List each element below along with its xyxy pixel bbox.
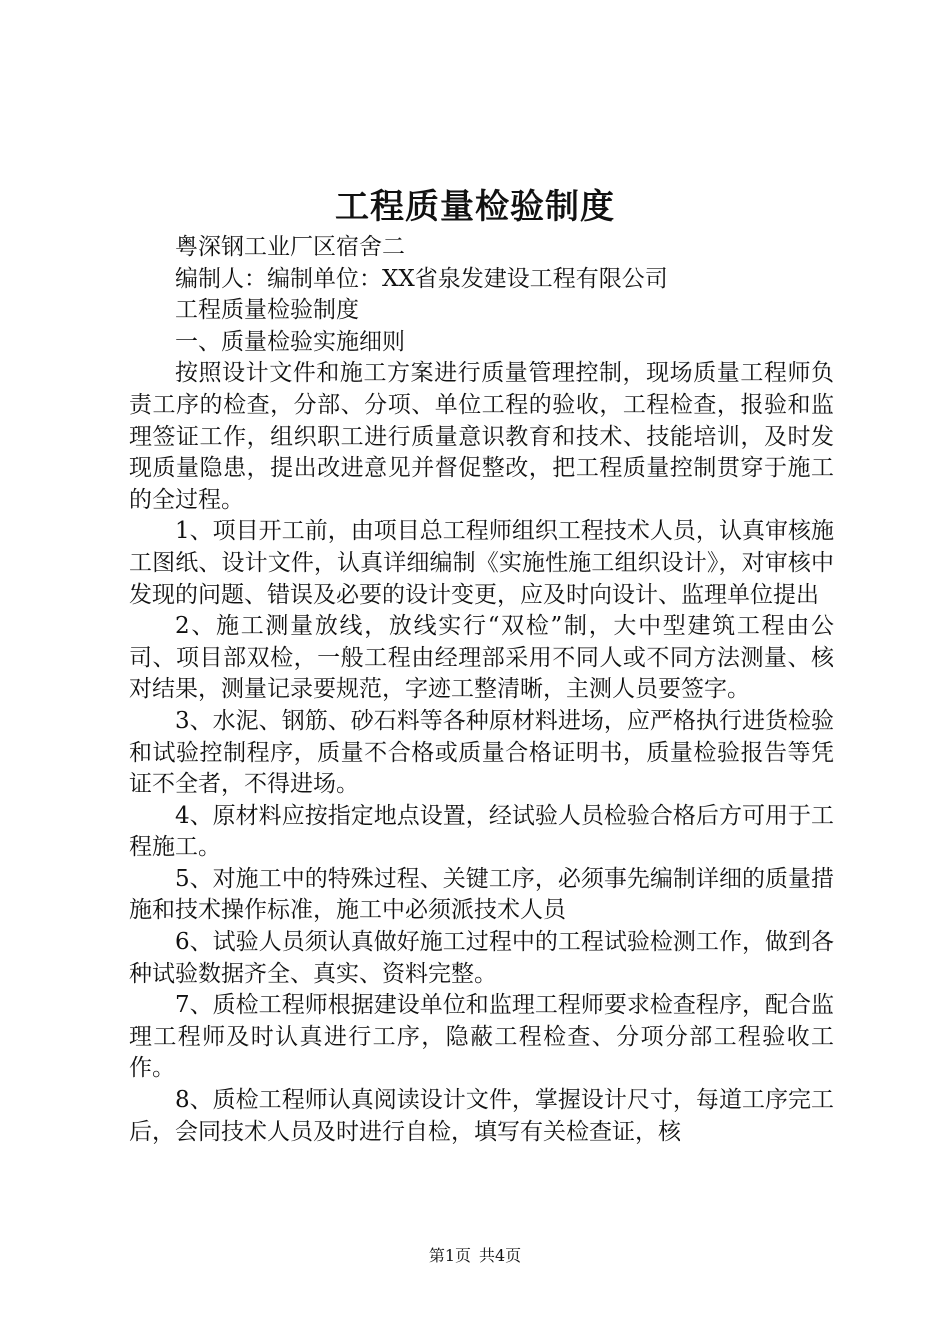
paragraph-project-name: 粤深钢工业厂区宿舍二	[175, 234, 405, 260]
paragraph-item-7: 7、质检工程师根据建设单位和监理工程师要求检查程序，配合监理工程师及时认真进行工序，隐蔽工程检查、分项分部工程验收工作。	[129, 992, 834, 1082]
paragraph-editor-unit: 编制人：编制单位：XX省泉发建设工程有限公司	[175, 265, 668, 292]
paragraph-item-3: 3、水泥、钢筋、砂石料等各种原材料进场，应严格执行进货检验和试验控制程序，质量不合格或质量合格证明书，质量检验报告等凭证不全者，不得进场。	[129, 707, 834, 798]
paragraph-item-4: 4、原材料应按指定地点设置，经试验人员检验合格后方可用于工程施工。	[129, 802, 834, 861]
paragraph-item-6: 6、试验人员须认真做好施工过程中的工程试验检测工作，做到各种试验数据齐全、真实、资料完整。	[129, 929, 834, 987]
paragraph-item-5: 5、对施工中的特殊过程、关键工序，必须事先编制详细的质量措施和技术操作标准，施工中必须派技术人员	[129, 865, 834, 924]
paragraph-item-2: 2、施工测量放线，放线实行“双检”制，大中型建筑工程由公司、项目部双检，一般工程由经理部采用不同人或不同方法测量、核对结果，测量记录要规范，字迹工整清晰，主测人员要签字。	[129, 613, 834, 703]
section-heading: 一、质量检验实施细则	[175, 328, 405, 355]
page-number: 第1页	[428, 1246, 471, 1265]
page-footer	[0, 1245, 950, 1267]
document-body	[129, 232, 834, 1148]
page-total: 共4页	[479, 1246, 522, 1265]
paragraph-item-8: 8、质检工程师认真阅读设计文件，掌握设计尺寸，每道工序完工后，会同技术人员及时进行自检，填写有关检查证，核	[129, 1087, 834, 1145]
paragraph-intro: 按照设计文件和施工方案进行质量管理控制，现场质量工程师负责工序的检查，分部、分项、单位工程的验收，工程检查，报验和监理签证工作，组织职工进行质量意识教育和技术、技能培训，及时发现质量隐患，提出改进意见并督促整改，把工程质量控制贯穿于施工的全过程。	[129, 360, 834, 513]
paragraph-item-1: 1、项目开工前，由项目总工程师组织工程技术人员，认真审核施工图纸、设计文件，认真详细编制《实施性施工组织设计》，对审核中发现的问题、错误及必要的设计变更，应及时向设计、监理单位提出	[129, 518, 834, 608]
paragraph-subtitle: 工程质量检验制度	[175, 297, 359, 324]
document-title: 工程质量检验制度	[335, 187, 615, 227]
